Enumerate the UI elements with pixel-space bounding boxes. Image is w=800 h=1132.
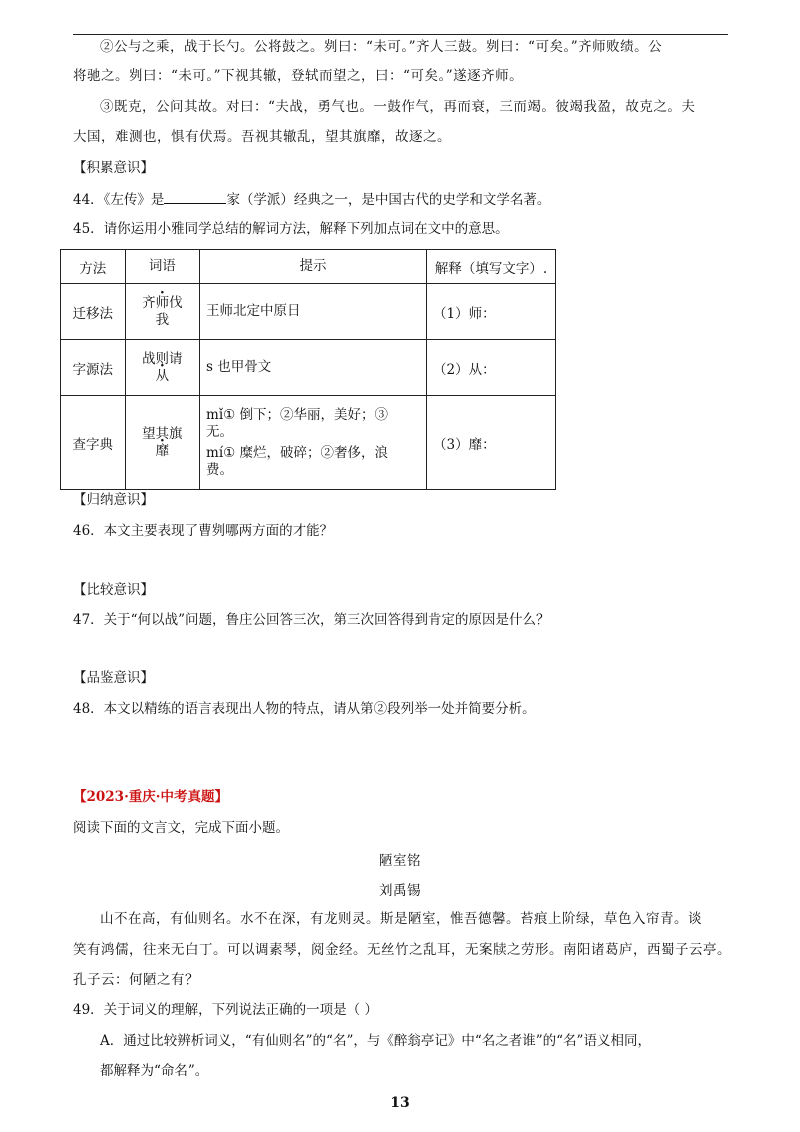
table-header-row (61, 250, 556, 284)
hint-line: mǐ① 倒下；②华丽，美好；③ (206, 406, 389, 423)
table-cell-answer[interactable]: （1）师： (427, 284, 556, 340)
section-heading: 【比较意识】 (73, 582, 154, 598)
poem-line: 山不在高，有仙则名。水不在深，有龙则灵。斯是陋室，惟吾德馨。苔痕上阶绿，草色入帘青。谈 (100, 911, 702, 927)
question-45: 45．请你运用小雅同学总结的解词方法，解释下列加点词在文中的意思。 (73, 221, 509, 237)
answer-blank[interactable] (164, 189, 226, 204)
table-row (61, 284, 556, 340)
passage-line: 大国，难测也，惧有伏焉。吾视其辙乱，望其旗靡，故逐之。 (73, 129, 451, 145)
table-cell-hint: 王师北定中原日 (200, 284, 427, 340)
passage-line: 将驰之。刿曰：“未可。”下视其辙，登轼而望之，曰：“可矣。”遂逐齐师。 (73, 68, 524, 84)
q44-suffix: 家（学派）经典之一，是中国古代的史学和文学名著。 (226, 192, 551, 208)
hint-line: 无。 (206, 423, 234, 440)
table-cell-method: 查字典 (61, 396, 126, 490)
header-rule (73, 34, 728, 35)
table-cell-answer[interactable]: （2）从： (427, 340, 556, 396)
question-44 (73, 189, 733, 210)
option-a-cont: 都解释为“命名”。 (100, 1063, 209, 1079)
page-number: 13 (390, 1095, 410, 1111)
table-cell-word (125, 284, 199, 340)
word-part: 望其旗 (142, 425, 183, 442)
table-row (61, 396, 556, 490)
table-cell-hint (200, 396, 427, 490)
option-a[interactable]: A．通过比较辨析词义，“有仙则名”的“名”，与《醉翁亭记》中“名之者谁”的“名”语义相同， (100, 1033, 651, 1049)
dotted-word: 从 (155, 367, 170, 384)
hint-line: mí① 糜烂，破碎；②奢侈，浪 (206, 444, 389, 461)
word-part: 战则请 (142, 350, 183, 367)
source-tag: 【2023·重庆·中考真题】 (73, 789, 228, 805)
question-49: 49．关于词义的理解，下列说法正确的一项是（ ） (73, 1002, 378, 1018)
poem-line: 孔子云：何陋之有？ (73, 972, 199, 988)
instruction: 阅读下面的文言文，完成下面小题。 (73, 820, 289, 836)
table-cell-method: 迁移法 (61, 284, 126, 340)
poem-author: 刘禹锡 (379, 883, 421, 899)
passage-line: ③既克，公问其故。对曰：“夫战，勇气也。一鼓作气，再而衰，三而竭。彼竭我盈，故克之。夫 (100, 99, 696, 115)
word-part: 伐 (169, 294, 183, 311)
word-part: 齐 (142, 294, 156, 311)
table-header: 解释（填写文字）. (427, 250, 556, 284)
question-47: 47．关于“何以战”问题，鲁庄公回答三次，第三次回答得到肯定的原因是什么？ (73, 612, 550, 628)
section-heading: 【归纳意识】 (73, 492, 154, 508)
dotted-word: 靡 (155, 442, 170, 459)
poem-line: 笑有鸿儒，往来无白丁。可以调素琴，阅金经。无丝竹之乱耳，无案牍之劳形。南阳诸葛庐，西蜀子云亭。 (73, 942, 731, 958)
word-method-table (60, 249, 556, 490)
table-header: 词语 (125, 250, 199, 284)
hint-line: 费。 (206, 461, 234, 478)
table-cell-hint: s 也甲骨文 (200, 340, 427, 396)
dotted-word: 师 (155, 294, 170, 311)
question-46: 46．本文主要表现了曹刿哪两方面的才能？ (73, 523, 334, 539)
table-row (61, 340, 556, 396)
table-cell-method: 字源法 (61, 340, 126, 396)
poem-title: 陋室铭 (379, 853, 421, 869)
question-48: 48．本文以精练的语言表现出人物的特点，请从第②段列举一处并简要分析。 (73, 701, 536, 717)
word-part: 我 (155, 311, 170, 328)
q44-prefix: 44．《左传》是 (73, 192, 165, 208)
section-heading: 【品鉴意识】 (73, 670, 154, 686)
passage-line: ②公与之乘，战于长勺。公将鼓之。刿曰：“未可。”齐人三鼓。刿曰：“可矣。”齐师败绩。公 (100, 39, 663, 55)
table-header: 方法 (61, 250, 126, 284)
table-cell-word (125, 396, 199, 490)
section-heading: 【积累意识】 (73, 160, 154, 176)
table-cell-answer[interactable]: （3）靡： (427, 396, 556, 490)
table-cell-word (125, 340, 199, 396)
table-header: 提示 (200, 250, 427, 284)
